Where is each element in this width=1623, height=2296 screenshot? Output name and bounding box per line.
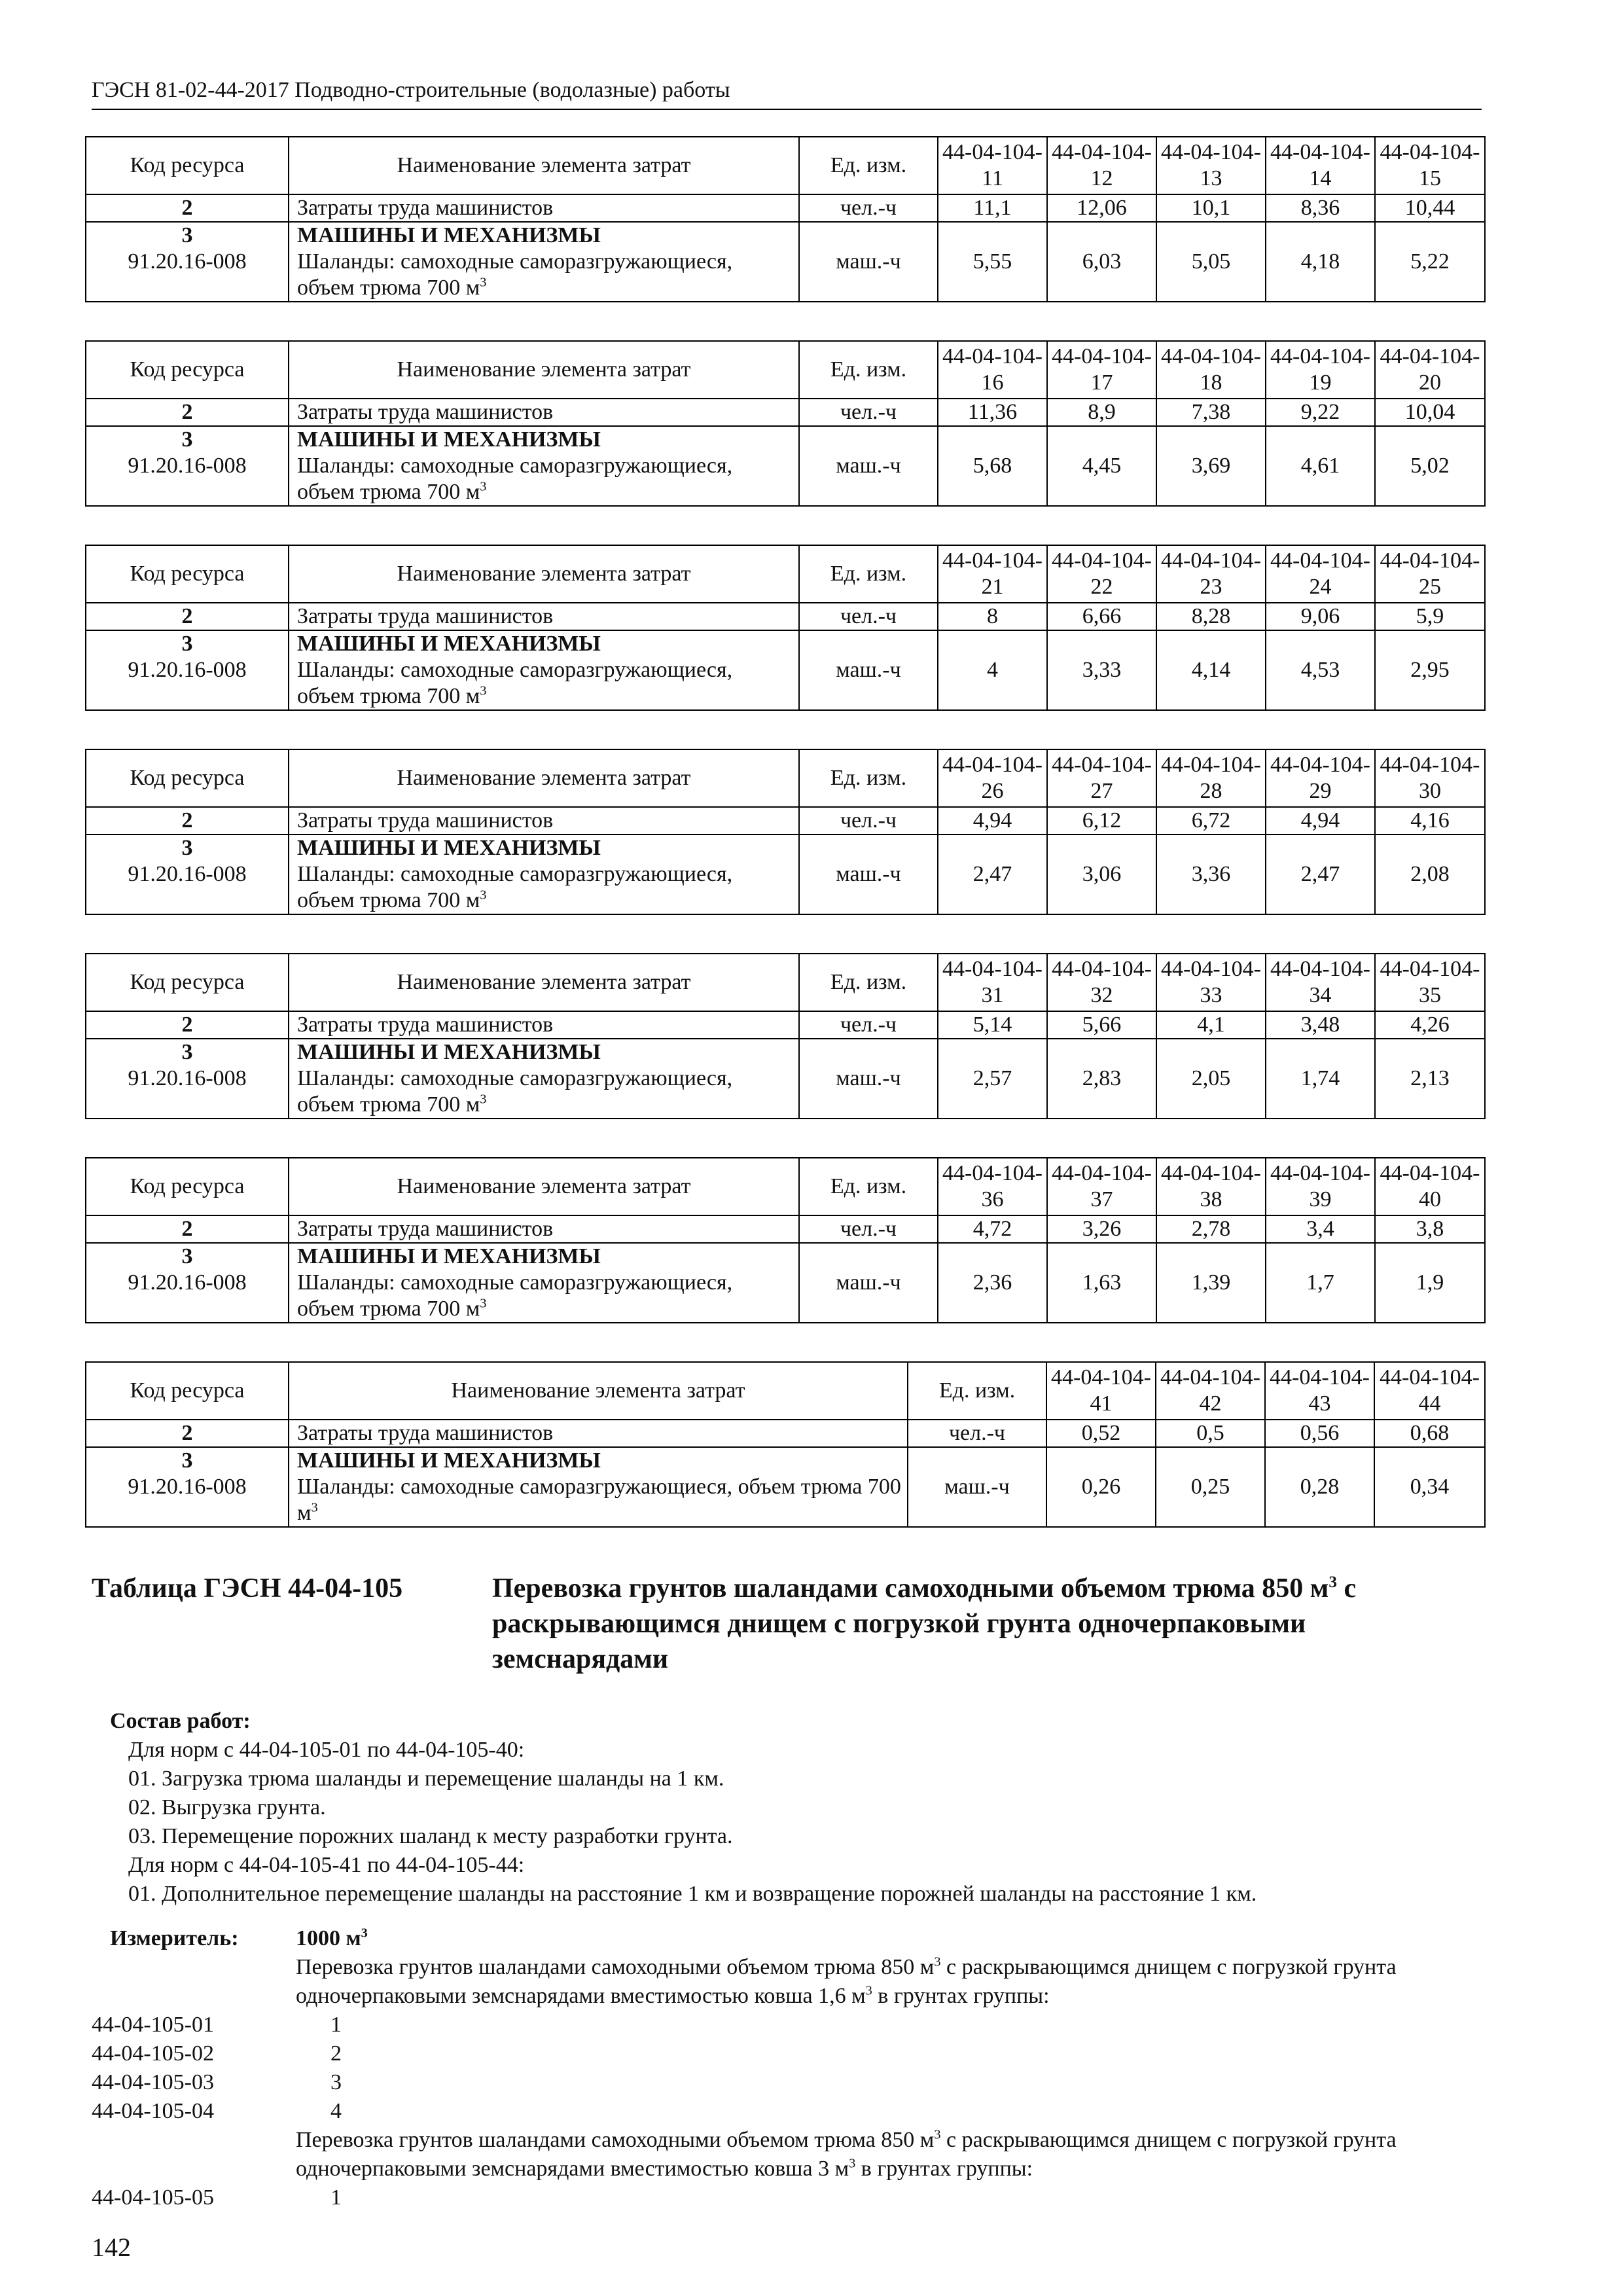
machine-value: 1,63 [1047, 1243, 1156, 1323]
header-norm-code: 44-04-104-23 [1156, 545, 1266, 603]
machine-value: 0,25 [1156, 1447, 1265, 1527]
header-norm-code: 44-04-104-20 [1375, 341, 1485, 399]
header-code: Код ресурса [86, 545, 289, 603]
labor-value: 4,26 [1375, 1011, 1485, 1039]
resource-table [85, 1157, 1486, 1323]
row-unit: маш.-ч [908, 1447, 1046, 1527]
norm-group: 4 [330, 2099, 342, 2123]
row-unit: чел.-ч [908, 1420, 1046, 1447]
machine-value: 4 [938, 630, 1047, 710]
labor-value: 5,14 [938, 1011, 1047, 1039]
labor-value: 8 [938, 603, 1047, 630]
work-composition [110, 1707, 1484, 1909]
header-unit: Ед. изм. [799, 545, 938, 603]
labor-value: 6,72 [1156, 807, 1266, 834]
header-code: Код ресурса [86, 137, 289, 194]
machine-value: 5,68 [938, 426, 1047, 506]
work-line: Для норм с 44-04-105-41 по 44-04-105-44: [128, 1853, 525, 1877]
labor-value: 3,8 [1375, 1215, 1485, 1243]
row-name: МАШИНЫ И МЕХАНИЗМЫ Шаланды: самоходные саморазгружающиеся, объем трюма 700 $м^3$ [289, 1447, 908, 1527]
labor-value: 12,06 [1047, 194, 1156, 222]
row-code: 2 [86, 807, 289, 834]
labor-value: 3,48 [1266, 1011, 1375, 1039]
header-norm-code: 44-04-104-25 [1375, 545, 1485, 603]
header-norm-code: 44-04-104-32 [1047, 954, 1156, 1011]
header-unit: Ед. изм. [799, 954, 938, 1011]
header-code: Код ресурса [86, 1362, 289, 1420]
page-number: 142 [92, 2233, 131, 2262]
header-norm-code: 44-04-104-31 [938, 954, 1047, 1011]
header-norm-code: 44-04-104-36 [938, 1158, 1047, 1215]
machine-value: 0,34 [1374, 1447, 1485, 1527]
header-code: Код ресурса [86, 954, 289, 1011]
machine-value: 5,05 [1156, 222, 1266, 302]
header-norm-code: 44-04-104-38 [1156, 1158, 1266, 1215]
row-name: МАШИНЫ И МЕХАНИЗМЫ Шаланды: самоходные саморазгружающиеся, объем трюма 700 $м^3$ [289, 630, 799, 710]
labor-value: 7,38 [1156, 399, 1266, 426]
row-name: МАШИНЫ И МЕХАНИЗМЫ Шаланды: самоходные саморазгружающиеся, объем трюма 700 $м^3$ [289, 222, 799, 302]
resource-table [85, 953, 1486, 1119]
row-unit: чел.-ч [799, 603, 938, 630]
header-norm-code: 44-04-104-16 [938, 341, 1047, 399]
row-code: 2 [86, 194, 289, 222]
header-name: Наименование элемента затрат [289, 1158, 799, 1215]
header-name: Наименование элемента затрат [289, 1362, 908, 1420]
header-norm-code: 44-04-104-27 [1047, 749, 1156, 807]
header-unit: Ед. изм. [908, 1362, 1046, 1420]
header-norm-code: 44-04-104-44 [1374, 1362, 1485, 1420]
row-unit: маш.-ч [799, 834, 938, 914]
labor-value: 3,26 [1047, 1215, 1156, 1243]
labor-value: 6,12 [1047, 807, 1156, 834]
header-code: Код ресурса [86, 749, 289, 807]
norm-code: 44-04-105-05 [92, 2185, 214, 2210]
labor-value: 5,9 [1375, 603, 1485, 630]
resource-table [85, 340, 1486, 507]
header-name: Наименование элемента затрат [289, 954, 799, 1011]
header-norm-code: 44-04-104-40 [1375, 1158, 1485, 1215]
row-unit: чел.-ч [799, 399, 938, 426]
header-norm-code: 44-04-104-41 [1046, 1362, 1156, 1420]
norm-code: 44-04-105-02 [92, 2041, 214, 2066]
labor-value: 0,68 [1374, 1420, 1485, 1447]
row-unit: маш.-ч [799, 1039, 938, 1119]
header-norm-code: 44-04-104-14 [1266, 137, 1375, 194]
row-name: МАШИНЫ И МЕХАНИЗМЫ Шаланды: самоходные саморазгружающиеся, объем трюма 700 $м^3$ [289, 1243, 799, 1323]
row-code: 3 91.20.16-008 [86, 1039, 289, 1119]
row-unit: маш.-ч [799, 1243, 938, 1323]
row-code: 3 91.20.16-008 [86, 1447, 289, 1527]
labor-value: 0,52 [1046, 1420, 1156, 1447]
header-code: Код ресурса [86, 1158, 289, 1215]
header-norm-code: 44-04-104-19 [1266, 341, 1375, 399]
labor-value: 4,72 [938, 1215, 1047, 1243]
row-name: Затраты труда машинистов [289, 807, 799, 834]
norm-group: 1 [330, 2013, 342, 2037]
row-code: 3 91.20.16-008 [86, 426, 289, 506]
measure-block [92, 1924, 1486, 2212]
machine-value: 2,57 [938, 1039, 1047, 1119]
machine-value: 6,03 [1047, 222, 1156, 302]
header-code: Код ресурса [86, 341, 289, 399]
labor-value: 3,4 [1266, 1215, 1375, 1243]
labor-value: 2,78 [1156, 1215, 1266, 1243]
row-name: Затраты труда машинистов [289, 1215, 799, 1243]
header-unit: Ед. изм. [799, 341, 938, 399]
row-name: Затраты труда машинистов [289, 194, 799, 222]
row-unit: чел.-ч [799, 194, 938, 222]
machine-value: 0,26 [1046, 1447, 1156, 1527]
machine-value: 2,05 [1156, 1039, 1266, 1119]
machine-value: 4,53 [1266, 630, 1375, 710]
header-unit: Ед. изм. [799, 749, 938, 807]
row-name: Затраты труда машинистов [289, 1420, 908, 1447]
row-name: МАШИНЫ И МЕХАНИЗМЫ Шаланды: самоходные саморазгружающиеся, объем трюма 700 $м^3$ [289, 1039, 799, 1119]
row-code: 2 [86, 603, 289, 630]
machine-value: 2,83 [1047, 1039, 1156, 1119]
machine-value: 3,36 [1156, 834, 1266, 914]
norm-code: 44-04-105-03 [92, 2070, 214, 2094]
machine-value: 1,9 [1375, 1243, 1485, 1323]
machine-value: 4,14 [1156, 630, 1266, 710]
work-line: 02. Выгрузка грунта. [128, 1795, 326, 1820]
work-composition-heading: Состав работ: [110, 1709, 251, 1733]
measure-label: Измеритель: [110, 1926, 239, 1950]
header-norm-code: 44-04-104-11 [938, 137, 1047, 194]
header-norm-code: 44-04-104-30 [1375, 749, 1485, 807]
labor-value: 8,36 [1266, 194, 1375, 222]
row-code: 2 [86, 1420, 289, 1447]
header-norm-code: 44-04-104-21 [938, 545, 1047, 603]
work-line: Для норм с 44-04-105-01 по 44-04-105-40: [128, 1738, 525, 1762]
row-code: 3 91.20.16-008 [86, 630, 289, 710]
labor-value: 10,44 [1375, 194, 1485, 222]
machine-value: 5,02 [1375, 426, 1485, 506]
work-line: 01. Дополнительное перемещение шаланды на расстояние 1 км и возвращение порожней шаланды на расстояние 1 км. [128, 1882, 1257, 1906]
row-name: МАШИНЫ И МЕХАНИЗМЫ Шаланды: самоходные саморазгружающиеся, объем трюма 700 $м^3$ [289, 426, 799, 506]
machine-value: 2,08 [1375, 834, 1485, 914]
machine-value: 3,33 [1047, 630, 1156, 710]
labor-value: 8,28 [1156, 603, 1266, 630]
labor-value: 10,1 [1156, 194, 1266, 222]
row-code: 3 91.20.16-008 [86, 1243, 289, 1323]
header-norm-code: 44-04-104-29 [1266, 749, 1375, 807]
header-name: Наименование элемента затрат [289, 341, 799, 399]
norm-group: 3 [330, 2070, 342, 2094]
machine-value: 4,18 [1266, 222, 1375, 302]
labor-value: 4,94 [1266, 807, 1375, 834]
row-name: МАШИНЫ И МЕХАНИЗМЫ Шаланды: самоходные саморазгружающиеся, объем трюма 700 $м^3$ [289, 834, 799, 914]
row-unit: маш.-ч [799, 426, 938, 506]
machine-value: 2,13 [1375, 1039, 1485, 1119]
machine-value: 1,7 [1266, 1243, 1375, 1323]
norm-code: 44-04-105-01 [92, 2013, 214, 2037]
header-norm-code: 44-04-104-17 [1047, 341, 1156, 399]
labor-value: 9,06 [1266, 603, 1375, 630]
resource-table [85, 136, 1486, 302]
header-norm-code: 44-04-104-43 [1265, 1362, 1374, 1420]
header-name: Наименование элемента затрат [289, 137, 799, 194]
header-unit: Ед. изм. [799, 1158, 938, 1215]
machine-value: 5,55 [938, 222, 1047, 302]
machine-value: 2,47 [1266, 834, 1375, 914]
header-norm-code: 44-04-104-26 [938, 749, 1047, 807]
row-code: 2 [86, 1011, 289, 1039]
header-name: Наименование элемента затрат [289, 545, 799, 603]
norm-code: 44-04-105-04 [92, 2099, 214, 2123]
labor-value: 4,1 [1156, 1011, 1266, 1039]
header-norm-code: 44-04-104-35 [1375, 954, 1485, 1011]
machine-value: 3,06 [1047, 834, 1156, 914]
header-unit: Ед. изм. [799, 137, 938, 194]
row-code: 3 91.20.16-008 [86, 834, 289, 914]
labor-value: 8,9 [1047, 399, 1156, 426]
machine-value: 3,69 [1156, 426, 1266, 506]
header-norm-code: 44-04-104-24 [1266, 545, 1375, 603]
labor-value: 10,04 [1375, 399, 1485, 426]
labor-value: 6,66 [1047, 603, 1156, 630]
work-line: 01. Загрузка трюма шаланды и перемещение шаланды на 1 км. [128, 1767, 724, 1791]
machine-value: 5,22 [1375, 222, 1485, 302]
measure-value: 1000 $м^3$ [296, 1926, 368, 1950]
machine-value: 2,47 [938, 834, 1047, 914]
labor-value: 11,36 [938, 399, 1047, 426]
header-norm-code: 44-04-104-22 [1047, 545, 1156, 603]
resource-table [85, 749, 1486, 915]
row-name: Затраты труда машинистов [289, 399, 799, 426]
row-code: 3 91.20.16-008 [86, 222, 289, 302]
machine-value: 2,95 [1375, 630, 1485, 710]
machine-value: 4,61 [1266, 426, 1375, 506]
resource-table [85, 1361, 1486, 1528]
labor-value: 4,94 [938, 807, 1047, 834]
machine-value: 1,39 [1156, 1243, 1266, 1323]
labor-value: 0,56 [1265, 1420, 1374, 1447]
header-name: Наименование элемента затрат [289, 749, 799, 807]
header-norm-code: 44-04-104-33 [1156, 954, 1266, 1011]
header-norm-code: 44-04-104-15 [1375, 137, 1485, 194]
norm-group: 2 [330, 2041, 342, 2066]
row-code: 2 [86, 1215, 289, 1243]
labor-value: 5,66 [1047, 1011, 1156, 1039]
machine-value: 2,36 [938, 1243, 1047, 1323]
labor-value: 4,16 [1375, 807, 1485, 834]
header-norm-code: 44-04-104-28 [1156, 749, 1266, 807]
labor-value: 0,5 [1156, 1420, 1265, 1447]
labor-value: 11,1 [938, 194, 1047, 222]
row-unit: чел.-ч [799, 1215, 938, 1243]
header-norm-code: 44-04-104-42 [1156, 1362, 1265, 1420]
machine-value: 4,45 [1047, 426, 1156, 506]
row-name: Затраты труда машинистов [289, 1011, 799, 1039]
header-norm-code: 44-04-104-18 [1156, 341, 1266, 399]
machine-value: 0,28 [1265, 1447, 1374, 1527]
machine-value: 1,74 [1266, 1039, 1375, 1119]
resource-table [85, 545, 1486, 711]
row-unit: маш.-ч [799, 630, 938, 710]
work-line: 03. Перемещение порожних шаланд к месту разработки грунта. [128, 1824, 733, 1848]
row-code: 2 [86, 399, 289, 426]
header-norm-code: 44-04-104-39 [1266, 1158, 1375, 1215]
norm-description: Перевозка грунтов шаландами самоходными объемом трюма 850 $м^3$ с раскрывающимся днищем с погрузкой грунта одночерпаковыми земснарядами вместимостью ковша 1,6 $м^3$ в грунтах группы: [296, 1954, 1397, 2008]
header-norm-code: 44-04-104-12 [1047, 137, 1156, 194]
section-title-text: Перевозка грунтов шаландами самоходными объемом трюма 850 $м^3$ с раскрывающимся днищем с погрузкой грунта одночерпаковыми земснарядами [492, 1573, 1357, 1674]
norm-description: Перевозка грунтов шаландами самоходными объемом трюма 850 $м^3$ с раскрывающимся днищем с погрузкой грунта одночерпаковыми земснарядами вместимостью ковша 3 $м^3$ в грунтах группы: [296, 2127, 1397, 2181]
header-norm-code: 44-04-104-37 [1047, 1158, 1156, 1215]
page-header: ГЭСН 81-02-44-2017 Подводно-строительные (водолазные) работы [92, 77, 1482, 110]
labor-value: 9,22 [1266, 399, 1375, 426]
section-label: Таблица ГЭСН 44-04-105 [92, 1573, 403, 1604]
row-unit: чел.-ч [799, 1011, 938, 1039]
header-norm-code: 44-04-104-34 [1266, 954, 1375, 1011]
norm-group: 1 [330, 2185, 342, 2210]
row-name: Затраты труда машинистов [289, 603, 799, 630]
row-unit: чел.-ч [799, 807, 938, 834]
header-norm-code: 44-04-104-13 [1156, 137, 1266, 194]
row-unit: маш.-ч [799, 222, 938, 302]
